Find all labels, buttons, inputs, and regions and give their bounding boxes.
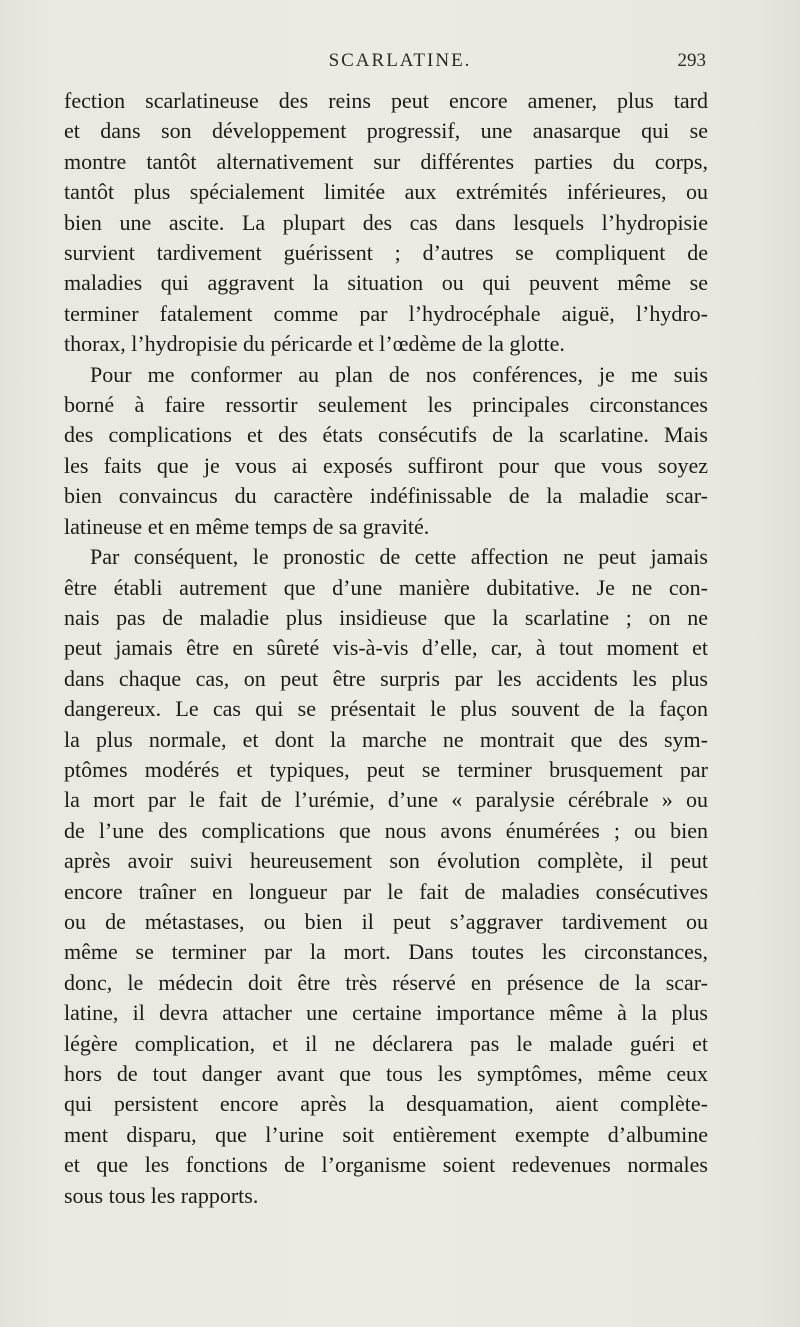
text-line: survient tardivement guérissent ; d’autres se compliquent de [64,240,708,266]
text-line: latineuse et en même temps de sa gravité. [64,513,430,539]
text-line: hors de tout danger avant que tous les symptômes, même ceux [64,1061,708,1086]
text-line: fection scarlatineuse des reins peut encore amener, plus tard [64,88,708,113]
text-line: dans chaque cas, on peut être surpris par les accidents les plus [64,665,708,691]
text-line: ptômes modérés et typiques, peut se terminer brusquement par [64,756,708,782]
text-line: ment disparu, que l’urine soit entièrement exempte d’albumine [64,1121,708,1147]
text-line: donc, le médecin doit être très réservé en présence de la scar- [64,969,708,995]
running-title: SCARLATINE. [328,50,472,71]
text-line: terminer fatalement comme par l’hydrocéphale aiguë, l’hydro- [64,300,708,326]
text-line: même se terminer par la mort. Dans toutes les circonstances, [64,939,708,965]
text-line: montre tantôt alternativement sur différentes parties du corps, [64,148,708,174]
paragraph-2 [64,360,708,542]
text-line: des complications et des états consécutifs de la scarlatine. Mais [64,422,708,448]
text-line: Pour me conformer au plan de nos conférences, je me suis [90,361,708,387]
text-line: tantôt plus spécialement limitée aux extrémités inférieures, ou [64,179,708,205]
text-line: sous tous les rapports. [64,1182,259,1208]
text-line: légère complication, et il ne déclarera pas le malade guéri et [64,1030,708,1056]
text-line: encore traîner en longueur par le fait de maladies consécutives [64,878,708,904]
text-line: bien une ascite. La plupart des cas dans lesquels l’hydropisie [64,209,708,235]
body-text [64,86,708,1211]
page-number: 293 [677,50,706,71]
text-line: les faits que je vous ai exposés suffiront pour que vous soyez [64,452,708,478]
text-line: thorax, l’hydropisie du péricarde et l’œdème de la glotte. [64,331,565,357]
text-line: peut jamais être en sûreté vis-à-vis d’elle, car, à tout moment et [64,635,708,661]
text-line: et que les fonctions de l’organisme soient redevenues normales [64,1152,708,1178]
text-line: maladies qui aggravent la situation ou qui peuvent même se [64,270,708,296]
text-line: être établi autrement que d’une manière dubitative. Je ne con- [64,574,708,600]
text-line: et dans son développement progressif, une anasarque qui se [64,118,708,144]
paragraph-1 [64,86,708,360]
text-line: qui persistent encore après la desquamation, aient complète- [64,1091,708,1117]
text-line: nais pas de maladie plus insidieuse que la scarlatine ; on ne [64,604,708,630]
text-line: bien convaincus du caractère indéfinissable de la maladie scar- [64,483,708,509]
text-line: après avoir suivi heureusement son évolution complète, il peut [64,848,708,874]
text-line: latine, il devra attacher une certaine importance même à la plus [64,1000,708,1026]
paragraph-3 [64,542,708,1211]
text-line: de l’une des complications que nous avons énumérées ; ou bien [64,817,708,843]
text-line: ou de métastases, ou bien il peut s’aggraver tardivement ou [64,908,708,934]
text-line: borné à faire ressortir seulement les principales circonstances [64,392,708,418]
text-line: la plus normale, et dont la marche ne montrait que des sym- [64,726,708,752]
text-line: dangereux. Le cas qui se présentait le plus souvent de la façon [64,696,708,722]
text-line: Par conséquent, le pronostic de cette affection ne peut jamais [90,544,708,570]
text-line: la mort par le fait de l’urémie, d’une « paralysie cérébrale » ou [64,787,708,813]
